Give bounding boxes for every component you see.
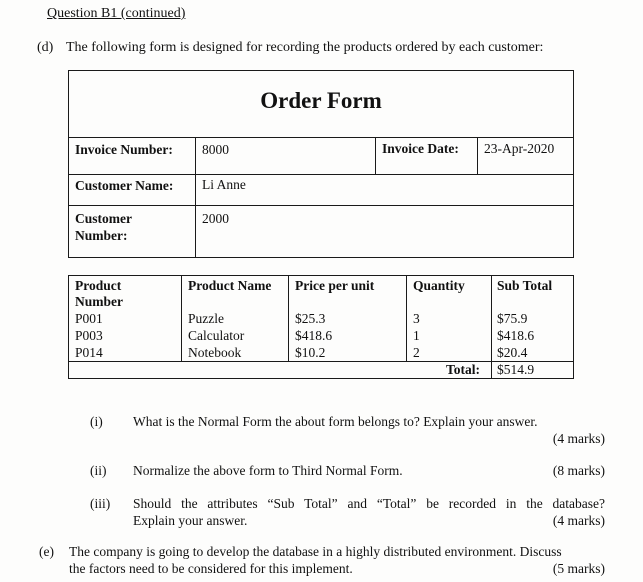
col-product-name: Product Name xyxy=(188,278,272,293)
divider xyxy=(195,137,196,257)
q2-label: (ii) xyxy=(90,463,107,478)
divider xyxy=(406,275,407,361)
col-product-number-2: Number xyxy=(75,294,123,309)
part-e-marks: (5 marks) xyxy=(552,561,605,576)
customer-name-label: Customer Name: xyxy=(75,178,174,193)
q2-text: Normalize the above form to Third Normal Form. xyxy=(133,463,403,478)
part-e-text-2: the factors need to be considered for this implement. xyxy=(69,561,353,576)
part-d-text: The following form is designed for recording the products ordered by each customer: xyxy=(66,40,544,55)
customer-name-value: Li Anne xyxy=(202,177,246,192)
col-subtotal: Sub Total xyxy=(497,278,553,293)
divider xyxy=(68,275,574,276)
q1-text: What is the Normal Form the about form belongs to? Explain your answer. xyxy=(133,414,538,429)
row1-name: Puzzle xyxy=(188,311,224,326)
q3-text-1: Should the attributes “Sub Total” and “Total” be recorded in the database? xyxy=(133,496,605,511)
row2-number: P003 xyxy=(75,328,103,343)
customer-number-label-2: Number: xyxy=(75,228,128,243)
q3-label: (iii) xyxy=(90,496,111,511)
row3-price: $10.2 xyxy=(295,345,326,360)
row3-qty: 2 xyxy=(413,345,420,360)
divider xyxy=(68,174,574,175)
row1-qty: 3 xyxy=(413,311,420,326)
row1-subtotal: $75.9 xyxy=(497,311,528,326)
part-d-label: (d) xyxy=(37,40,54,55)
invoice-number-label: Invoice Number: xyxy=(75,142,173,157)
divider xyxy=(68,137,574,138)
row2-price: $418.6 xyxy=(295,328,333,343)
row2-subtotal: $418.6 xyxy=(497,328,535,343)
divider xyxy=(491,275,492,379)
total-value: $514.9 xyxy=(497,362,535,377)
col-price: Price per unit xyxy=(295,278,375,293)
divider xyxy=(573,275,574,379)
divider xyxy=(68,205,574,206)
row3-number: P014 xyxy=(75,345,103,360)
divider xyxy=(375,137,376,174)
invoice-date-label: Invoice Date: xyxy=(382,141,459,156)
part-e-text-1: The company is going to develop the database in a highly distributed environment. Discuss xyxy=(69,544,562,559)
row3-subtotal: $20.4 xyxy=(497,345,528,360)
col-product-number: Product xyxy=(75,278,122,293)
part-e-label: (e) xyxy=(39,544,54,559)
divider xyxy=(68,275,69,379)
row2-qty: 1 xyxy=(413,328,420,343)
invoice-date-value: 23-Apr-2020 xyxy=(484,141,555,156)
row2-name: Calculator xyxy=(188,328,245,343)
q3-text-2: Explain your answer. xyxy=(133,513,248,528)
row1-price: $25.3 xyxy=(295,311,326,326)
q1-label: (i) xyxy=(90,414,103,429)
row1-number: P001 xyxy=(75,311,103,326)
form-border-bottom xyxy=(68,257,574,258)
divider xyxy=(477,137,478,174)
total-label: Total: xyxy=(446,362,481,377)
divider xyxy=(181,275,182,361)
divider xyxy=(288,275,289,361)
col-quantity: Quantity xyxy=(413,278,465,293)
header-title: Question B1 (continued) xyxy=(47,6,186,21)
q2-marks: (8 marks) xyxy=(552,463,605,478)
divider xyxy=(68,378,574,379)
q1-marks: (4 marks) xyxy=(552,431,605,446)
invoice-number-value: 8000 xyxy=(202,142,229,157)
customer-number-label: Customer xyxy=(75,211,132,226)
q3-marks: (4 marks) xyxy=(552,513,605,528)
form-title: Order Form xyxy=(260,88,382,113)
customer-number-value: 2000 xyxy=(202,211,229,226)
row3-name: Notebook xyxy=(188,345,242,360)
form-border-top xyxy=(68,70,574,71)
